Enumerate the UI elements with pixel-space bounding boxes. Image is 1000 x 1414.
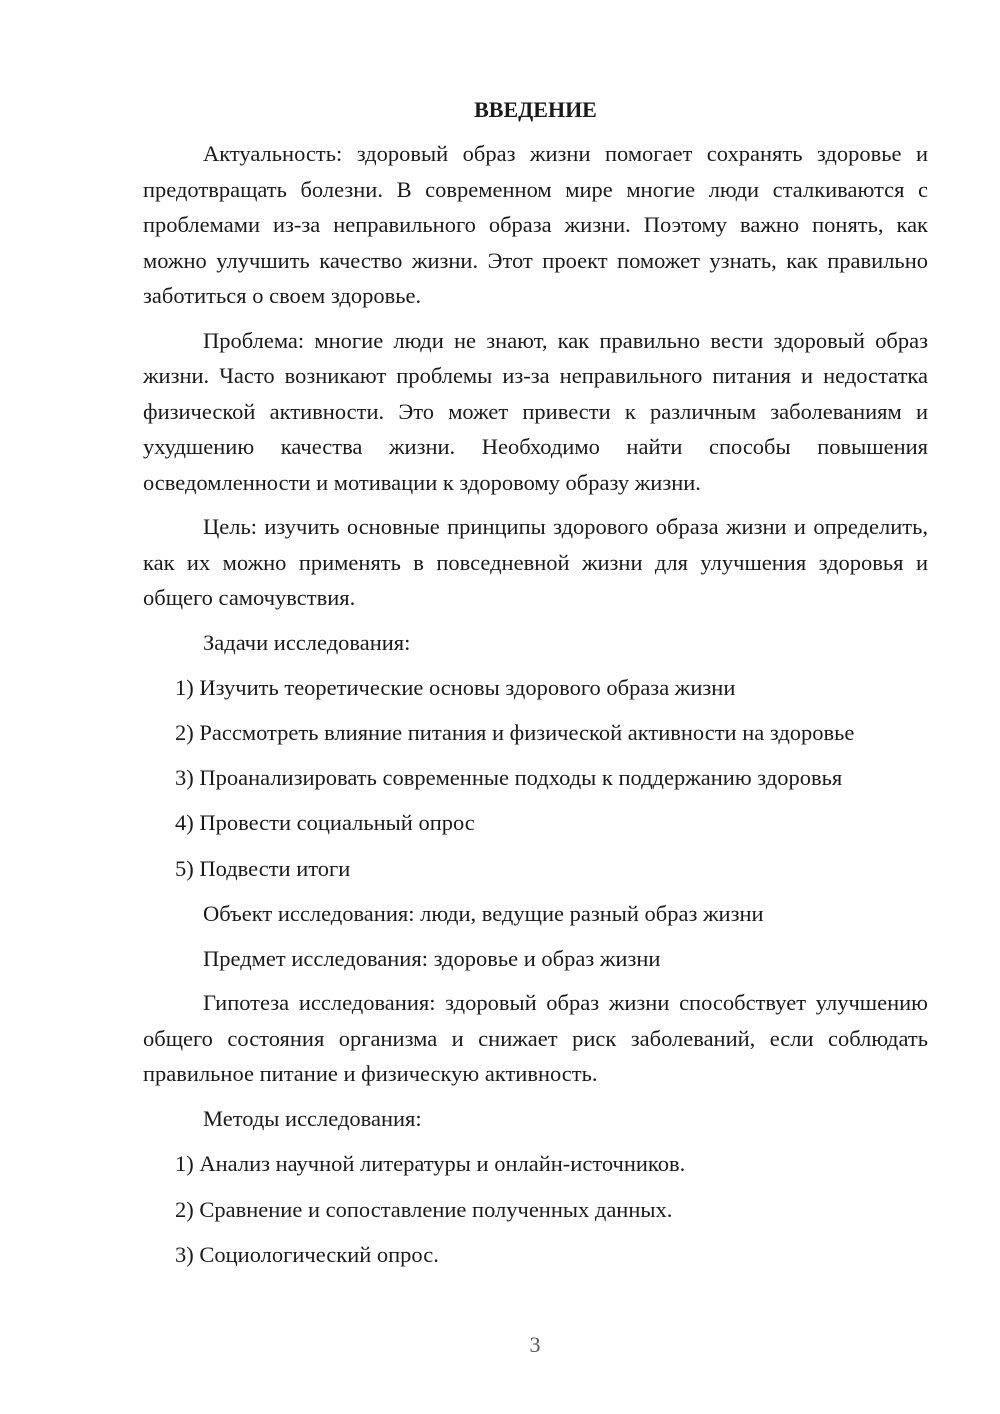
page-number: 3 — [529, 1332, 541, 1357]
list-item: 1) Анализ научной литературы и онлайн-источников. — [175, 1151, 686, 1177]
document-page — [143, 93, 928, 1272]
subject-paragraph: Предмет исследования: здоровье и образ жизни — [203, 945, 661, 971]
list-item: 4) Провести социальный опрос — [175, 810, 475, 836]
methods-heading: Методы исследования: — [203, 1106, 422, 1132]
page-title: ВВЕДЕНИЕ — [474, 97, 597, 122]
tasks-list — [143, 670, 928, 886]
list-item: 2) Сравнение и сопоставление полученных данных. — [175, 1196, 673, 1222]
list-item: 5) Подвести итоги — [175, 855, 351, 881]
list-item: 3) Проанализировать современные подходы к поддержанию здоровья — [175, 765, 843, 791]
methods-list — [143, 1146, 928, 1272]
problem-paragraph: Проблема: многие люди не знают, как правильно вести здоровый образ жизни. Часто возникают проблемы из-за неправильного питания и недостатка физической активности. Это может привести к различным заболеваниям и ухудшению качества жизни. Необходимо найти способы повышения осведомленности и мотивации к здоровому образу жизни. — [143, 327, 928, 495]
list-item: 3) Социологический опрос. — [175, 1241, 439, 1267]
tasks-heading: Задачи исследования: — [203, 630, 411, 656]
goal-paragraph: Цель: изучить основные принципы здорового образа жизни и определить, как их можно применять в повседневной жизни для улучшения здоровья и общего самочувствия. — [143, 514, 928, 610]
hypothesis-paragraph: Гипотеза исследования: здоровый образ жизни способствует улучшению общего состояния организма и снижает риск заболеваний, если соблюдать правильное питание и физическую активность. — [143, 990, 928, 1087]
list-item: 2) Рассмотреть влияние питания и физической активности на здоровье — [175, 720, 855, 746]
list-item: 1) Изучить теоретические основы здорового образа жизни — [175, 675, 736, 701]
actuality-paragraph: Актуальность: здоровый образ жизни помогает сохранять здоровье и предотвращать болезни. В современном мире многие люди сталкиваются с проблемами из-за неправильного образа жизни. Поэтому важно понять, как можно улучшить качество жизни. Этот проект поможет узнать, как правильно заботиться о своем здоровье. — [143, 141, 928, 308]
object-paragraph: Объект исследования: люди, ведущие разный образ жизни — [203, 900, 764, 926]
